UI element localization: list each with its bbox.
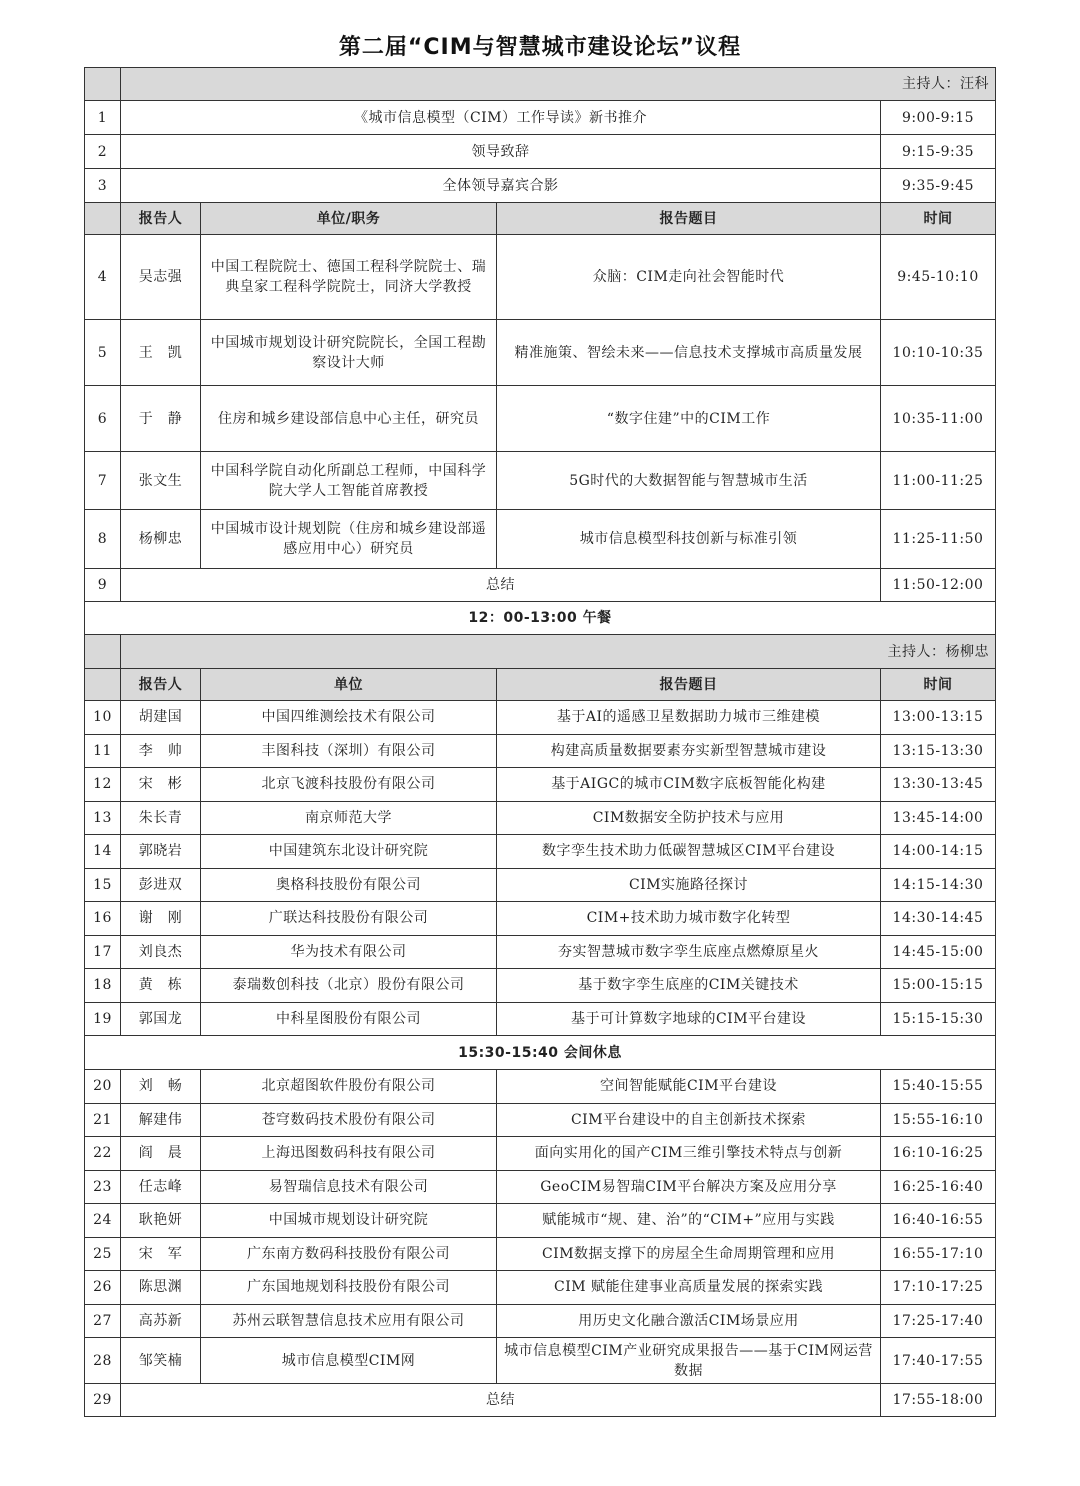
header-time: 时间 — [881, 203, 996, 235]
report-topic: 城市信息模型科技创新与标准引领 — [497, 510, 881, 569]
item-number: 29 — [85, 1384, 121, 1417]
report-topic: 数字孪生技术助力低碳智慧城区CIM平台建设 — [497, 835, 881, 869]
table-row — [85, 801, 996, 835]
header-topic: 报告题目 — [497, 203, 881, 235]
item-time: 17:55-18:00 — [881, 1384, 996, 1417]
report-topic: 基于AI的遥感卫星数据助力城市三维建模 — [497, 701, 881, 735]
item-number: 6 — [85, 386, 121, 452]
table-row — [85, 101, 996, 135]
item-time: 14:45-15:00 — [881, 935, 996, 969]
table-row — [85, 935, 996, 969]
header-speaker: 报告人 — [121, 669, 201, 701]
item-time: 14:30-14:45 — [881, 902, 996, 936]
item-number: 10 — [85, 701, 121, 735]
item-number: 12 — [85, 768, 121, 802]
table-row — [85, 1137, 996, 1171]
table-row — [85, 320, 996, 386]
table-row — [85, 1103, 996, 1137]
report-topic: 基于可计算数字地球的CIM平台建设 — [497, 1002, 881, 1036]
speaker-name: 郭晓岩 — [121, 835, 201, 869]
speaker-unit: 中国城市规划设计研究院 — [201, 1204, 497, 1238]
speaker-unit: 中科星图股份有限公司 — [201, 1002, 497, 1036]
host-label: 主持人：汪科 — [121, 68, 996, 101]
report-topic: 基于数字孪生底座的CIM关键技术 — [497, 969, 881, 1003]
speaker-unit: 奥格科技股份有限公司 — [201, 868, 497, 902]
item-time: 9:15-9:35 — [881, 135, 996, 169]
report-topic: GeoCIM易智瑞CIM平台解决方案及应用分享 — [497, 1170, 881, 1204]
table-row — [85, 510, 996, 569]
speaker-name: 宋 彬 — [121, 768, 201, 802]
report-topic: CIM 赋能住建事业高质量发展的探索实践 — [497, 1271, 881, 1305]
table-row — [85, 1204, 996, 1238]
speaker-unit: 北京超图软件股份有限公司 — [201, 1070, 497, 1104]
table-row — [85, 1070, 996, 1104]
speaker-unit: 中国建筑东北设计研究院 — [201, 835, 497, 869]
item-number: 18 — [85, 969, 121, 1003]
header-time: 时间 — [881, 669, 996, 701]
table-row — [85, 452, 996, 510]
speaker-name: 解建伟 — [121, 1103, 201, 1137]
speaker-name: 吴志强 — [121, 235, 201, 320]
table-row — [85, 1002, 996, 1036]
report-topic: 用历史文化融合激活CIM场景应用 — [497, 1304, 881, 1338]
header-unit: 单位 — [201, 669, 497, 701]
speaker-name: 刘 畅 — [121, 1070, 201, 1104]
item-time: 15:40-15:55 — [881, 1070, 996, 1104]
item-time: 14:00-14:15 — [881, 835, 996, 869]
speaker-unit: 苏州云联智慧信息技术应用有限公司 — [201, 1304, 497, 1338]
item-time: 17:10-17:25 — [881, 1271, 996, 1305]
lunch-label: 12：00-13:00 午餐 — [85, 602, 996, 635]
item-number: 17 — [85, 935, 121, 969]
report-topic: 构建高质量数据要素夯实新型智慧城市建设 — [497, 734, 881, 768]
item-time: 15:15-15:30 — [881, 1002, 996, 1036]
speaker-name: 任志峰 — [121, 1170, 201, 1204]
item-time: 9:35-9:45 — [881, 169, 996, 203]
item-number: 20 — [85, 1070, 121, 1104]
speaker-name: 耿艳妍 — [121, 1204, 201, 1238]
item-number: 22 — [85, 1137, 121, 1171]
speaker-name: 黄 栋 — [121, 969, 201, 1003]
speaker-unit: 易智瑞信息技术有限公司 — [201, 1170, 497, 1204]
item-time: 16:10-16:25 — [881, 1137, 996, 1171]
item-number: 11 — [85, 734, 121, 768]
item-number: 21 — [85, 1103, 121, 1137]
table-row — [85, 1338, 996, 1384]
host-row-session-2 — [85, 635, 996, 669]
item-number: 4 — [85, 235, 121, 320]
report-topic: 精准施策、智绘未来——信息技术支撑城市高质量发展 — [497, 320, 881, 386]
break-label: 15:30-15:40 会间休息 — [85, 1036, 996, 1070]
item-number: 2 — [85, 135, 121, 169]
agenda-table — [84, 67, 996, 1417]
report-topic: 夯实智慧城市数字孪生底座点燃燎原星火 — [497, 935, 881, 969]
speaker-unit: 北京飞渡科技股份有限公司 — [201, 768, 497, 802]
speaker-name: 阎 晨 — [121, 1137, 201, 1171]
item-number: 27 — [85, 1304, 121, 1338]
break-row — [85, 1036, 996, 1070]
speaker-name: 高苏新 — [121, 1304, 201, 1338]
item-number: 9 — [85, 569, 121, 602]
table-row — [85, 1304, 996, 1338]
item-number: 16 — [85, 902, 121, 936]
table-row — [85, 169, 996, 203]
speaker-unit: 住房和城乡建设部信息中心主任，研究员 — [201, 386, 497, 452]
item-time: 16:25-16:40 — [881, 1170, 996, 1204]
host-row-blank — [85, 68, 121, 101]
host-row-blank — [85, 635, 121, 669]
item-time: 15:00-15:15 — [881, 969, 996, 1003]
report-topic: 众脑：CIM走向社会智能时代 — [497, 235, 881, 320]
item-time: 11:00-11:25 — [881, 452, 996, 510]
header-blank — [85, 203, 121, 235]
header-topic: 报告题目 — [497, 669, 881, 701]
speaker-unit: 泰瑞数创科技（北京）股份有限公司 — [201, 969, 497, 1003]
speaker-unit: 广东国地规划科技股份有限公司 — [201, 1271, 497, 1305]
item-number: 19 — [85, 1002, 121, 1036]
speaker-unit: 上海迅图数码科技有限公司 — [201, 1137, 497, 1171]
speaker-name: 胡建国 — [121, 701, 201, 735]
speaker-unit: 中国科学院自动化所副总工程师，中国科学院大学人工智能首席教授 — [201, 452, 497, 510]
speaker-name: 王 凯 — [121, 320, 201, 386]
item-topic: 《城市信息模型（CIM）工作导读》新书推介 — [121, 101, 881, 135]
item-time: 13:00-13:15 — [881, 701, 996, 735]
table-row — [85, 835, 996, 869]
header-unit: 单位/职务 — [201, 203, 497, 235]
lunch-row — [85, 602, 996, 635]
report-topic: CIM实施路径探讨 — [497, 868, 881, 902]
item-time: 16:40-16:55 — [881, 1204, 996, 1238]
report-topic: 空间智能赋能CIM平台建设 — [497, 1070, 881, 1104]
speaker-unit: 苍穹数码技术股份有限公司 — [201, 1103, 497, 1137]
item-time: 9:45-10:10 — [881, 235, 996, 320]
report-topic: 面向实用化的国产CIM三维引擎技术特点与创新 — [497, 1137, 881, 1171]
speaker-name: 彭进双 — [121, 868, 201, 902]
speaker-name: 郭国龙 — [121, 1002, 201, 1036]
summary-label: 总结 — [121, 1384, 881, 1417]
item-number: 24 — [85, 1204, 121, 1238]
speaker-unit: 南京师范大学 — [201, 801, 497, 835]
item-time: 15:55-16:10 — [881, 1103, 996, 1137]
report-topic: “数字住建”中的CIM工作 — [497, 386, 881, 452]
table-row — [85, 386, 996, 452]
speaker-name: 谢 刚 — [121, 902, 201, 936]
item-time: 13:45-14:00 — [881, 801, 996, 835]
speaker-unit: 中国城市设计规划院（住房和城乡建设部遥感应用中心）研究员 — [201, 510, 497, 569]
table-row — [85, 1170, 996, 1204]
item-time: 13:30-13:45 — [881, 768, 996, 802]
speaker-name: 杨柳忠 — [121, 510, 201, 569]
item-number: 26 — [85, 1271, 121, 1305]
item-number: 13 — [85, 801, 121, 835]
speaker-name: 邹笑楠 — [121, 1338, 201, 1384]
speaker-name: 刘良杰 — [121, 935, 201, 969]
host-row-session-1 — [85, 68, 996, 101]
item-time: 16:55-17:10 — [881, 1237, 996, 1271]
table-row — [85, 1271, 996, 1305]
item-topic: 全体领导嘉宾合影 — [121, 169, 881, 203]
page-title: 第二届“CIM与智慧城市建设论坛”议程 — [338, 35, 742, 60]
table-header-row — [85, 203, 996, 235]
report-topic: 城市信息模型CIM产业研究成果报告——基于CIM网运营数据 — [497, 1338, 881, 1384]
speaker-name: 李 帅 — [121, 734, 201, 768]
table-row — [85, 135, 996, 169]
item-number: 23 — [85, 1170, 121, 1204]
speaker-name: 于 静 — [121, 386, 201, 452]
report-topic: CIM+技术助力城市数字化转型 — [497, 902, 881, 936]
item-time: 10:10-10:35 — [881, 320, 996, 386]
summary-label: 总结 — [121, 569, 881, 602]
report-topic: CIM数据安全防护技术与应用 — [497, 801, 881, 835]
speaker-unit: 广联达科技股份有限公司 — [201, 902, 497, 936]
table-row — [85, 902, 996, 936]
speaker-name: 张文生 — [121, 452, 201, 510]
table-row — [85, 1237, 996, 1271]
item-number: 28 — [85, 1338, 121, 1384]
item-time: 11:25-11:50 — [881, 510, 996, 569]
report-topic: CIM平台建设中的自主创新技术探索 — [497, 1103, 881, 1137]
item-number: 14 — [85, 835, 121, 869]
speaker-unit: 华为技术有限公司 — [201, 935, 497, 969]
item-time: 14:15-14:30 — [881, 868, 996, 902]
report-topic: CIM数据支撑下的房屋全生命周期管理和应用 — [497, 1237, 881, 1271]
table-row — [85, 734, 996, 768]
item-time: 10:35-11:00 — [881, 386, 996, 452]
item-time: 17:40-17:55 — [881, 1338, 996, 1384]
item-time: 13:15-13:30 — [881, 734, 996, 768]
speaker-unit: 城市信息模型CIM网 — [201, 1338, 497, 1384]
item-topic: 领导致辞 — [121, 135, 881, 169]
speaker-unit: 中国四维测绘技术有限公司 — [201, 701, 497, 735]
table-row — [85, 768, 996, 802]
speaker-name: 宋 军 — [121, 1237, 201, 1271]
item-time: 11:50-12:00 — [881, 569, 996, 602]
speaker-name: 陈思渊 — [121, 1271, 201, 1305]
report-topic: 基于AIGC的城市CIM数字底板智能化构建 — [497, 768, 881, 802]
item-number: 5 — [85, 320, 121, 386]
item-number: 7 — [85, 452, 121, 510]
table-header-row — [85, 669, 996, 701]
summary-row — [85, 569, 996, 602]
item-number: 25 — [85, 1237, 121, 1271]
item-number: 1 — [85, 101, 121, 135]
speaker-unit: 丰图科技（深圳）有限公司 — [201, 734, 497, 768]
table-row — [85, 868, 996, 902]
table-row — [85, 969, 996, 1003]
table-row — [85, 701, 996, 735]
item-number: 15 — [85, 868, 121, 902]
speaker-unit: 广东南方数码科技股份有限公司 — [201, 1237, 497, 1271]
item-time: 9:00-9:15 — [881, 101, 996, 135]
header-speaker: 报告人 — [121, 203, 201, 235]
item-time: 17:25-17:40 — [881, 1304, 996, 1338]
item-number: 3 — [85, 169, 121, 203]
speaker-unit: 中国城市规划设计研究院院长，全国工程勘察设计大师 — [201, 320, 497, 386]
speaker-unit: 中国工程院院士、德国工程科学院院士、瑞典皇家工程科学院院士，同济大学教授 — [201, 235, 497, 320]
host-label: 主持人：杨柳忠 — [121, 635, 996, 669]
speaker-name: 朱长青 — [121, 801, 201, 835]
header-blank — [85, 669, 121, 701]
summary-row — [85, 1384, 996, 1417]
report-topic: 5G时代的大数据智能与智慧城市生活 — [497, 452, 881, 510]
item-number: 8 — [85, 510, 121, 569]
report-topic: 赋能城市“规、建、治”的“CIM+”应用与实践 — [497, 1204, 881, 1238]
table-row — [85, 235, 996, 320]
